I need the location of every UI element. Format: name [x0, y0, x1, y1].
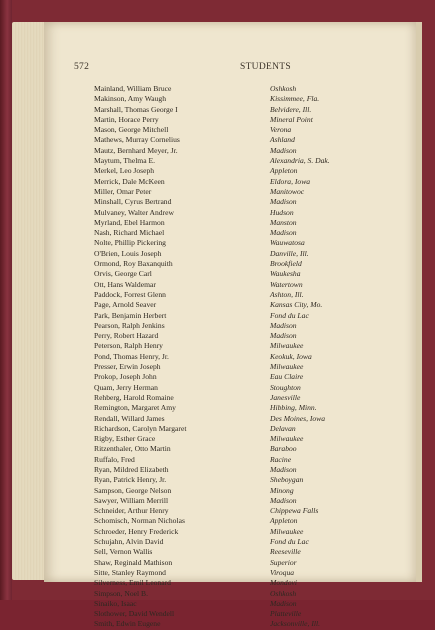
student-entry — [94, 444, 410, 454]
student-hometown: Watertown — [270, 279, 303, 289]
student-name: Nolte, Phillip Pickering — [94, 238, 166, 248]
student-hometown: Appleton — [270, 166, 298, 176]
student-hometown: Ashton, Ill. — [270, 289, 304, 299]
student-entry — [94, 619, 410, 629]
student-name: Paddock, Forrest Glenn — [94, 289, 166, 299]
student-entry — [94, 341, 410, 351]
student-hometown: Eldora, Iowa — [270, 176, 311, 186]
student-name: Merkel, Leo Joseph — [94, 166, 155, 176]
student-hometown: Manitowoc — [270, 186, 305, 196]
student-name: Mainland, William Bruce — [94, 84, 172, 93]
student-name: Orvis, George Carl — [94, 269, 152, 279]
student-name: Nash, Richard Michael — [94, 228, 165, 238]
student-entry — [94, 311, 410, 321]
student-entry — [94, 434, 410, 444]
student-entry — [94, 156, 410, 166]
student-name: Mason, George Mitchell — [94, 125, 169, 135]
student-entry — [94, 403, 410, 413]
student-entry — [94, 125, 410, 135]
student-name: Sampson, George Nelson — [94, 485, 172, 495]
student-name: Sawyer, William Merrill — [94, 495, 169, 505]
student-name: Myrland, Ebel Harmon — [94, 217, 165, 227]
student-hometown: Baraboo — [270, 444, 297, 454]
student-entry — [94, 84, 410, 94]
student-hometown: Sheboygan — [270, 475, 304, 485]
student-name: Schroeder, Henry Frederick — [94, 526, 179, 536]
student-entry — [94, 290, 410, 300]
student-hometown: Alexandria, S. Dak. — [270, 156, 330, 166]
student-entry — [94, 547, 410, 557]
student-hometown: Hudson — [270, 207, 294, 217]
student-hometown: Waukesha — [270, 269, 301, 279]
student-entry — [94, 115, 410, 125]
student-name: Minshall, Cyrus Bertrand — [94, 197, 172, 207]
student-name: Silverness, Emil Leonard — [94, 578, 171, 588]
student-name: Shaw, Reginald Mathison — [94, 557, 173, 567]
student-hometown: Janesville — [270, 392, 301, 402]
student-name: Pearson, Ralph Jenkins — [94, 320, 165, 330]
student-entry — [94, 599, 410, 609]
student-list — [94, 84, 410, 630]
student-entry — [94, 424, 410, 434]
student-hometown: Mineral Point — [270, 114, 313, 124]
student-entry — [94, 269, 410, 279]
student-entry — [94, 527, 410, 537]
student-name: Ryan, Patrick Henry, Jr. — [94, 475, 167, 485]
student-hometown: Oshkosh — [270, 84, 297, 93]
student-hometown: Madison — [270, 197, 297, 207]
student-name: Schomisch, Norman Nicholas — [94, 516, 185, 526]
student-entry — [94, 300, 410, 310]
student-entry — [94, 166, 410, 176]
student-entry — [94, 455, 410, 465]
student-name: Simpson, Noel B. — [94, 588, 149, 598]
student-name: Prokop, Joseph John — [94, 372, 157, 382]
student-hometown: Mondovi — [270, 578, 297, 588]
student-entry — [94, 414, 410, 424]
student-name: Mautz, Bernhard Meyer, Jr. — [94, 145, 178, 155]
student-entry — [94, 208, 410, 218]
student-entry — [94, 558, 410, 568]
student-entry — [94, 197, 410, 207]
student-hometown: Milwaukee — [270, 526, 304, 536]
student-name: Sell, Vernon Wallis — [94, 547, 153, 557]
student-name: Pond, Thomas Henry, Jr. — [94, 351, 169, 361]
student-hometown: Des Moines, Iowa — [270, 413, 326, 423]
student-name: Ott, Hans Waldemar — [94, 279, 156, 289]
student-hometown: Kissimmee, Fla. — [270, 94, 320, 104]
student-hometown: Platteville — [270, 609, 302, 619]
student-name: Perry, Robert Hazard — [94, 331, 159, 341]
student-name: Ryan, Mildred Elizabeth — [94, 464, 169, 474]
student-hometown: Danville, Ill. — [270, 248, 309, 258]
student-name: Rendall, Willard James — [94, 413, 165, 423]
student-name: Remington, Margaret Amy — [94, 403, 176, 413]
student-name: Slothower, David Wendell — [94, 609, 175, 619]
student-name: Smith, Edwin Eugene — [94, 619, 161, 629]
student-hometown: Milwaukee — [270, 434, 304, 444]
student-hometown: Appleton — [270, 516, 298, 526]
student-entry — [94, 362, 410, 372]
student-hometown: Verona — [270, 125, 292, 135]
student-hometown: Madison — [270, 331, 297, 341]
student-hometown: Belvidere, Ill. — [270, 104, 312, 114]
student-hometown: Madison — [270, 228, 297, 238]
student-entry — [94, 177, 410, 187]
student-hometown: Milwaukee — [270, 362, 304, 372]
student-entry — [94, 187, 410, 197]
student-hometown: Wauwatosa — [270, 238, 305, 248]
student-hometown: Fond du Lac — [270, 537, 309, 547]
student-name: Mathews, Murray Cornelius — [94, 135, 180, 145]
student-name: Ritzenthaler, Otto Martin — [94, 444, 171, 454]
student-entry — [94, 568, 410, 578]
student-entry — [94, 105, 410, 115]
student-hometown: Stoughton — [270, 382, 301, 392]
page-right-edge — [416, 22, 422, 582]
page-title: STUDENTS — [240, 62, 291, 72]
student-hometown: Chippewa Falls — [270, 506, 319, 516]
student-hometown: Minong — [270, 485, 294, 495]
student-hometown: Jacksonville, Ill. — [270, 619, 320, 629]
student-hometown: Oshkosh — [270, 588, 297, 598]
student-entry — [94, 393, 410, 403]
student-hometown: Madison — [270, 320, 297, 330]
student-hometown: Reeseville — [270, 547, 301, 557]
student-entry — [94, 516, 410, 526]
student-name: Schneider, Arthur Henry — [94, 506, 169, 516]
student-name: Rehberg, Harold Romaine — [94, 392, 174, 402]
student-hometown: Madison — [270, 495, 297, 505]
student-name: Makinson, Amy Waugh — [94, 94, 167, 104]
student-hometown: Racine — [270, 454, 292, 464]
student-name: Park, Benjamin Herbert — [94, 310, 167, 320]
student-hometown: Hibbing, Minn. — [270, 403, 317, 413]
student-name: Miller, Omar Peter — [94, 186, 152, 196]
student-entry — [94, 331, 410, 341]
student-entry — [94, 321, 410, 331]
student-name: Sinaiko, Isaac — [94, 598, 137, 608]
student-entry — [94, 238, 410, 248]
student-name: Sitte, Stanley Raymond — [94, 567, 166, 577]
student-name: Marshall, Thomas George I — [94, 104, 178, 114]
student-entry — [94, 589, 410, 599]
student-entry — [94, 475, 410, 485]
student-entry — [94, 383, 410, 393]
student-entry — [94, 578, 410, 588]
student-hometown: Brookfield — [270, 259, 302, 269]
student-entry — [94, 506, 410, 516]
student-entry — [94, 486, 410, 496]
student-hometown: Madison — [270, 145, 297, 155]
student-name: Maytum, Thelma E. — [94, 156, 156, 166]
student-name: Rigby, Esther Grace — [94, 434, 156, 444]
student-entry — [94, 537, 410, 547]
student-name: Page, Arnold Seaver — [94, 300, 157, 310]
student-entry — [94, 352, 410, 362]
student-entry — [94, 228, 410, 238]
student-entry — [94, 249, 410, 259]
student-entry — [94, 94, 410, 104]
student-hometown: Madison — [270, 464, 297, 474]
student-hometown: Viroqua — [270, 567, 295, 577]
student-hometown: Superior — [270, 557, 297, 567]
student-name: Merrick, Dale McKeen — [94, 176, 165, 186]
student-entry — [94, 280, 410, 290]
page-header — [74, 62, 394, 76]
student-name: O'Brien, Louis Joseph — [94, 248, 162, 258]
student-name: Martin, Horace Perry — [94, 114, 159, 124]
student-hometown: Eau Claire — [270, 372, 304, 382]
student-hometown: Ashland — [270, 135, 295, 145]
student-entry — [94, 609, 410, 619]
student-name: Richardson, Carolyn Margaret — [94, 423, 187, 433]
student-name: Quam, Jerry Herman — [94, 382, 158, 392]
student-name: Presser, Erwin Joseph — [94, 362, 161, 372]
student-hometown: Manston — [270, 217, 297, 227]
student-name: Ruffalo, Fred — [94, 454, 135, 464]
student-name: Schujahn, Alvin David — [94, 537, 164, 547]
student-hometown: Delavan — [270, 423, 296, 433]
student-name: Mulvaney, Walter Andrew — [94, 207, 174, 217]
student-entry — [94, 135, 410, 145]
student-hometown: Madison — [270, 598, 297, 608]
student-name: Ormond, Roy Baxanquith — [94, 259, 173, 269]
student-hometown: Kansas City, Mo. — [270, 300, 323, 310]
student-name: Peterson, Ralph Henry — [94, 341, 163, 351]
page-number: 572 — [74, 62, 90, 72]
student-entry — [94, 218, 410, 228]
student-entry — [94, 259, 410, 269]
student-hometown: Milwaukee — [270, 341, 304, 351]
student-entry — [94, 146, 410, 156]
book-spine-edge — [0, 0, 12, 600]
student-entry — [94, 372, 410, 382]
student-entry — [94, 465, 410, 475]
student-hometown: Keokuk, Iowa — [270, 351, 312, 361]
student-entry — [94, 496, 410, 506]
student-hometown: Fond du Lac — [270, 310, 309, 320]
